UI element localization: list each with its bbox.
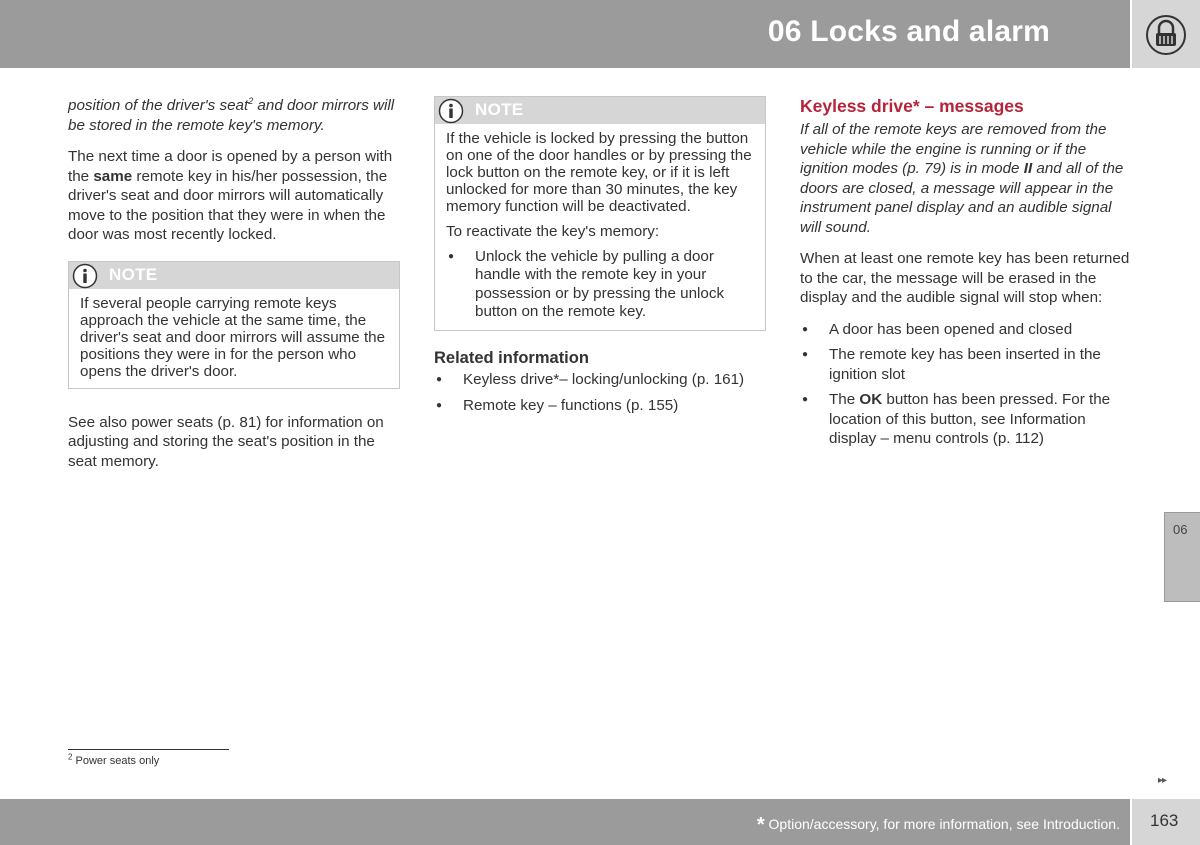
page-number-box [1132, 799, 1200, 845]
related-link[interactable]: ● Remote key – functions (p. 155) [434, 396, 766, 416]
note-title: NOTE [475, 100, 524, 119]
column-left [68, 96, 400, 483]
chapter-title: 06 Locks and alarm [767, 15, 1050, 48]
section-heading: Keyless drive* – messages [800, 96, 1024, 116]
intro-paragraph: position of the driver's seat$^2$ and door mirrors will be stored in the remote key's memory. [68, 95, 395, 134]
info-icon [438, 98, 464, 124]
chapter-icon-box [1132, 0, 1200, 68]
related-link[interactable]: ● Keyless drive*– locking/unlocking (p. 161) [434, 370, 766, 390]
keyless-paragraph: When at least one remote key has been returned to the car, the message will be erased in the display and the audible signal will stop when: [800, 250, 1130, 306]
list-item: ● Unlock the vehicle by pulling a door handle with the remote key in your possession or by pressing the unlock button on the remote key. [446, 248, 754, 322]
note-body: If several people carrying remote keys approach the vehicle at the same time, the driver's seat and door mirrors will assume the positions they were in for the person who opens the driver's door. [80, 294, 386, 380]
page-number: 163 [1150, 811, 1179, 830]
chapter-tab[interactable] [1164, 512, 1200, 602]
note-box [68, 261, 400, 389]
page-footer [0, 799, 1130, 845]
column-middle [434, 96, 766, 421]
note-title: NOTE [109, 264, 158, 284]
list-item: ● The OK button has been pressed. For the location of this button, see Information display – menu controls (p. 112) [800, 390, 1132, 449]
note-header [69, 262, 399, 289]
see-also-paragraph: See also power seats (p. 81) for information on adjusting and storing the seat's position in the seat memory. [68, 413, 384, 470]
keyless-intro: If all of the remote keys are removed from the vehicle while the engine is running or if the ignition modes (p. 79) is in mode II and all of the doors are closed, a message will appear in the instrument panel display and an audible signal will sound. [800, 121, 1124, 236]
list-item: ● The remote key has been inserted in the ignition slot [800, 345, 1132, 384]
related-links [434, 370, 766, 415]
note-box [434, 96, 766, 331]
page-header [0, 0, 1130, 68]
related-info-heading: Related information [434, 348, 589, 367]
info-icon [72, 263, 98, 289]
column-right [800, 96, 1132, 455]
footnote: $^2$ Power seats only [68, 752, 160, 767]
footer-note: * Option/accessory, for more information, see Introduction. [756, 814, 1120, 836]
continue-arrows-icon: ▸▸ [1158, 775, 1167, 786]
footnote-divider [68, 749, 229, 750]
memory-paragraph: The next time a door is opened by a person with the same remote key in his/her possession, the driver's seat and door mirrors will automatically move to the position that they were in when the door was most recently locked. [68, 148, 393, 243]
footnote-ref: 2 [248, 95, 254, 106]
condition-list [800, 320, 1132, 449]
padlock-icon [1145, 14, 1187, 56]
chapter-tab-label: 06 [1173, 522, 1188, 537]
list-item: ● A door has been opened and closed [800, 320, 1132, 340]
note-body: If the vehicle is locked by pressing the button on one of the door handles or by pressing the lock button on the remote key, or if it is left unlocked for more than 30 minutes, the key memory function will be deactivated. To reactivate the key's memory: ● Unlock the vehicle by pulling a door handle with the remote key in your possession or by pressing the unlock button on the remote key. [435, 124, 765, 330]
note-header [435, 97, 765, 124]
